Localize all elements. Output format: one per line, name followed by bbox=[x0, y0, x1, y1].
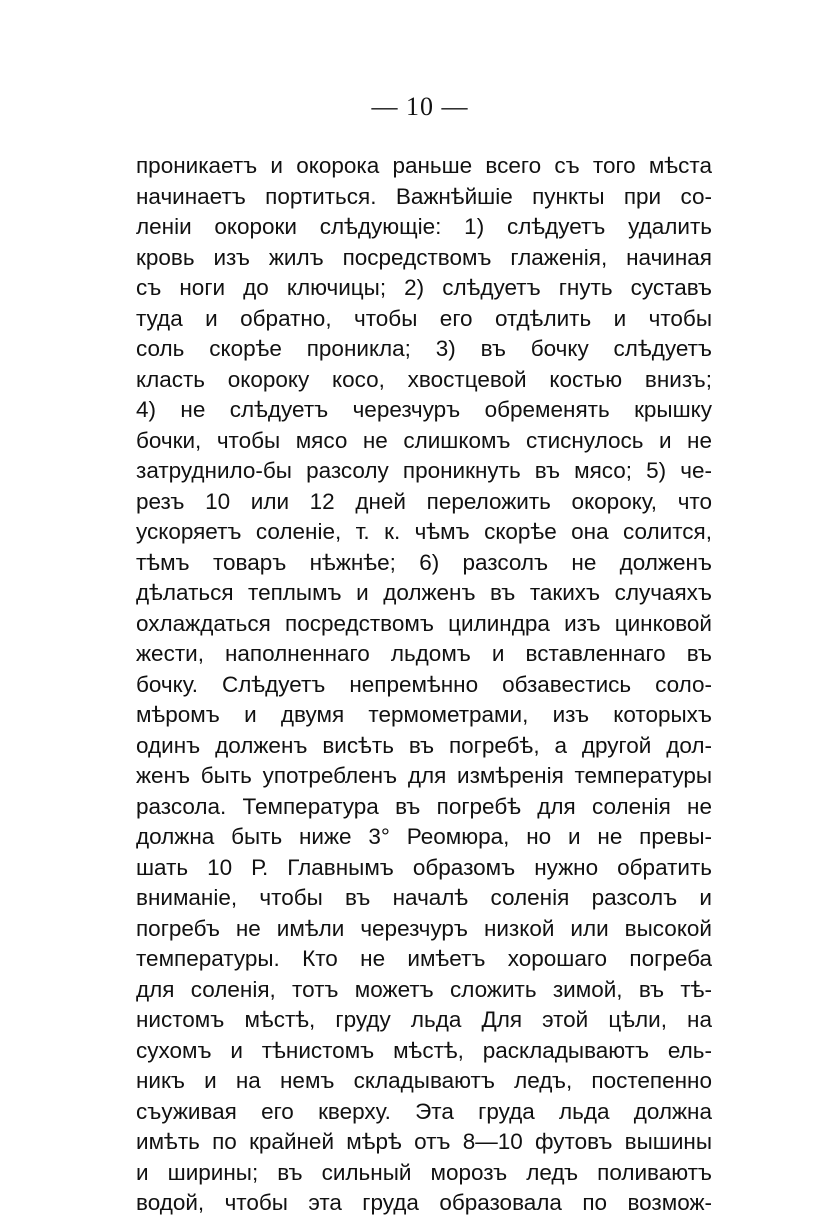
text-line: жести, наполненнаго льдомъ и вставленнаго въ bbox=[136, 641, 712, 666]
text-line: должна быть ниже 3° Реомюра, но и не превы- bbox=[136, 824, 712, 849]
text-line: 4) не слѣдуетъ черезчуръ обременять крышку bbox=[136, 397, 712, 422]
text-line: вниманіе, чтобы въ началѣ соленія разсолъ и bbox=[136, 885, 712, 910]
text-line: никъ и на немъ складываютъ ледъ, постепенно bbox=[136, 1068, 712, 1093]
text-line: разсола. Температура въ погребѣ для соленія не bbox=[136, 793, 712, 819]
text-line: начинаетъ портиться. Важнѣйшіе пункты при со- bbox=[136, 183, 712, 209]
text-line: и ширины; въ сильный морозъ ледъ поливаютъ bbox=[136, 1159, 712, 1185]
text-line: имѣть по крайней мѣрѣ отъ 8—10 футовъ вышины bbox=[136, 1129, 712, 1154]
text-line: женъ быть употребленъ для измѣренія температуры bbox=[136, 763, 712, 788]
text-line: съ ноги до ключицы; 2) слѣдуетъ гнуть суставъ bbox=[136, 275, 712, 300]
text-line: водой, чтобы эта груда образовала по возмож- bbox=[136, 1190, 712, 1215]
text-line: погребъ не имѣли черезчуръ низкой или высокой bbox=[136, 915, 712, 941]
text-line: температуры. Кто не имѣетъ хорошаго погреба bbox=[136, 946, 712, 971]
text-line: сухомъ и тѣнистомъ мѣстѣ, раскладываютъ ель- bbox=[136, 1037, 712, 1063]
text-line: соль скорѣе проникла; 3) въ бочку слѣдуетъ bbox=[136, 336, 712, 361]
text-line: одинъ долженъ висѣть въ погребѣ, а другой дол- bbox=[136, 732, 712, 758]
text-line: для соленія, тотъ можетъ сложить зимой, въ тѣ- bbox=[136, 976, 712, 1002]
text-line: леніи окороки слѣдующіе: 1) слѣдуетъ удалить bbox=[136, 214, 712, 239]
text-line: съуживая его кверху. Эта груда льда должна bbox=[136, 1098, 712, 1124]
text-line: бочку. Слѣдуетъ непремѣнно обзавестись соло- bbox=[136, 671, 712, 697]
text-line: кровь изъ жилъ посредствомъ глаженія, начиная bbox=[136, 244, 712, 270]
text-line: класть окороку косо, хвостцевой костью внизъ; bbox=[136, 366, 712, 392]
text-line: охлаждаться посредствомъ цилиндра изъ цинковой bbox=[136, 610, 712, 636]
text-line: мѣромъ и двумя термометрами, изъ которыхъ bbox=[136, 702, 712, 727]
text-line: проникаетъ и окорока раньше всего съ того мѣста bbox=[136, 153, 712, 178]
text-line: бочки, чтобы мясо не слишкомъ стиснулось и не bbox=[136, 427, 712, 453]
body-text bbox=[136, 151, 712, 1219]
text-line: дѣлаться теплымъ и долженъ въ такихъ случаяхъ bbox=[136, 580, 712, 605]
page-number: — 10 — bbox=[371, 92, 469, 121]
text-line: шать 10 Р. Главнымъ образомъ нужно обратить bbox=[136, 854, 712, 880]
text-line: ускоряетъ соленіе, т. к. чѣмъ скорѣе она солится, bbox=[136, 519, 712, 544]
text-line: тѣмъ товаръ нѣжнѣе; 6) разсолъ не долженъ bbox=[136, 549, 712, 575]
text-line: резъ 10 или 12 дней переложить окороку, что bbox=[136, 488, 712, 514]
text-line: затруднило-бы разсолу проникнуть въ мясо; 5) че- bbox=[136, 458, 712, 483]
text-line: нистомъ мѣстѣ, груду льда Для этой цѣли, на bbox=[136, 1007, 712, 1032]
text-line: туда и обратно, чтобы его отдѣлить и чтобы bbox=[136, 305, 712, 331]
